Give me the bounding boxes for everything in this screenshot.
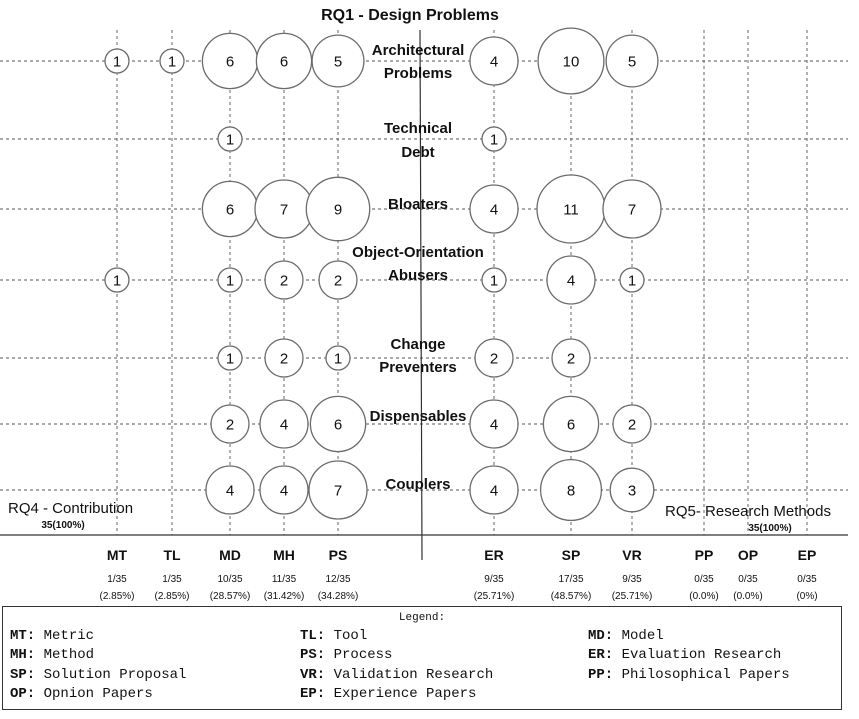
bubble-value: 1 — [225, 272, 235, 290]
bubble — [105, 268, 129, 292]
bubble-value: 1 — [489, 272, 499, 290]
column-count: 0/35 — [694, 574, 714, 585]
bubble — [482, 127, 506, 151]
legend-item — [10, 647, 94, 663]
bubble — [309, 461, 367, 519]
legend-label: Tool — [325, 628, 368, 644]
bubble-value: 6 — [279, 53, 289, 71]
bubble — [306, 177, 369, 240]
bubble-value: 2 — [225, 416, 235, 434]
bubble-value: 1 — [112, 53, 122, 71]
legend-label: Solution Proposal — [35, 667, 187, 683]
bubble — [470, 185, 518, 233]
bubble-value: 1 — [627, 272, 637, 290]
legend-label: Opnion Papers — [35, 686, 153, 702]
column-percent: (28.57%) — [209, 591, 251, 602]
bubble — [547, 256, 595, 304]
column-code: MH — [273, 547, 295, 563]
row-label: Abusers — [387, 267, 449, 284]
bubble — [538, 28, 604, 94]
bubble-value: 6 — [566, 416, 576, 434]
legend-item — [300, 628, 367, 644]
bubble-value: 1 — [167, 53, 177, 71]
bubble-value: 7 — [279, 201, 289, 219]
right-axis-title: RQ5- Research Methods — [665, 503, 831, 520]
bubble-value: 5 — [627, 53, 637, 71]
bubble-value: 4 — [566, 272, 576, 290]
bubble-value: 7 — [333, 482, 343, 500]
legend-item — [10, 628, 94, 644]
bubble — [610, 468, 654, 512]
column-code: VR — [622, 547, 642, 563]
column-count: 12/35 — [325, 574, 351, 585]
column-labels — [99, 547, 817, 602]
column-count: 9/35 — [484, 574, 504, 585]
column-count: 1/35 — [162, 574, 182, 585]
bubble-value: 8 — [566, 482, 576, 500]
bubble-value: 2 — [333, 272, 343, 290]
bubble — [265, 261, 303, 299]
bubble — [543, 396, 598, 451]
bubble — [206, 466, 254, 514]
bubble — [105, 49, 129, 73]
legend-code: PP: — [588, 667, 614, 683]
bubble-value: 4 — [489, 416, 499, 434]
legend-item — [588, 647, 781, 663]
column-code: MD — [219, 547, 241, 563]
column-code: TL — [163, 547, 181, 563]
legend-label: Validation Research — [325, 667, 494, 683]
right-axis-total: 35(100%) — [748, 523, 792, 534]
left-axis-title: RQ4 - Contribution — [8, 500, 134, 517]
bubble — [606, 35, 658, 87]
column-percent: (48.57%) — [550, 591, 592, 602]
legend-item — [10, 686, 153, 702]
bubble-value: 2 — [627, 416, 637, 434]
column-code: EP — [797, 547, 817, 563]
legend-code: OP: — [10, 686, 36, 702]
bubble-value: 3 — [627, 482, 637, 500]
bubble-value: 1 — [225, 350, 235, 368]
bubble-value: 11 — [563, 201, 579, 219]
legend-code: TL: — [300, 628, 326, 644]
bubble — [211, 405, 249, 443]
legend-item — [588, 628, 664, 644]
bubble — [470, 37, 518, 85]
column-percent: (2.85%) — [99, 591, 135, 602]
column-count: 1/35 — [107, 574, 127, 585]
row-labels — [352, 42, 484, 493]
column-code: SP — [561, 547, 581, 563]
bubble-value: 6 — [225, 53, 235, 71]
legend-item — [588, 667, 790, 683]
legend-label: Experience Papers — [325, 686, 477, 702]
bubble-value: 6 — [333, 416, 343, 434]
legend-code: MT: — [10, 628, 36, 644]
row-label: Couplers — [385, 476, 451, 493]
row-label: Architectural — [371, 42, 465, 59]
column-percent: (0%) — [796, 591, 818, 602]
bubble — [603, 180, 661, 238]
column-percent: (34.28%) — [317, 591, 359, 602]
bubble-value: 4 — [489, 201, 499, 219]
row-label: Debt — [401, 144, 435, 161]
column-percent: (2.85%) — [154, 591, 190, 602]
bubble — [470, 400, 518, 448]
column-count: 0/35 — [797, 574, 817, 585]
bubble — [470, 466, 518, 514]
bubble — [260, 466, 308, 514]
bubble-value: 4 — [225, 482, 235, 500]
legend-label: Philosophical Papers — [613, 667, 790, 683]
legend-code: MH: — [10, 647, 36, 663]
bubble-value: 2 — [566, 350, 576, 368]
legend-label: Process — [325, 647, 393, 663]
column-code: PP — [694, 547, 714, 563]
column-code: PS — [328, 547, 348, 563]
column-count: 9/35 — [622, 574, 642, 585]
legend-code: MD: — [588, 628, 614, 644]
bubble-value: 2 — [279, 350, 289, 368]
legend-label: Metric — [35, 628, 95, 644]
row-label: Technical — [383, 120, 453, 137]
row-label: Dispensables — [369, 408, 467, 425]
column-count: 10/35 — [217, 574, 243, 585]
bubble — [260, 400, 308, 448]
row-label: Preventers — [379, 359, 457, 376]
bubble — [312, 35, 364, 87]
legend-item — [10, 667, 186, 683]
column-code: OP — [737, 547, 759, 563]
bubble — [202, 33, 257, 88]
bubble — [613, 405, 651, 443]
bubble-value: 4 — [489, 482, 499, 500]
bubble — [218, 127, 242, 151]
legend-code: EP: — [300, 686, 326, 702]
bubble — [160, 49, 184, 73]
legend-code: ER: — [588, 647, 614, 663]
legend-label: Model — [613, 628, 664, 644]
bubble-value: 7 — [627, 201, 637, 219]
bubble-value: 10 — [562, 53, 580, 71]
left-axis-total: 35(100%) — [41, 520, 85, 531]
legend-code: VR: — [300, 667, 326, 683]
row-label: Change — [390, 336, 446, 353]
bubble-value: 6 — [225, 201, 235, 219]
legend-item — [300, 686, 476, 702]
bubble — [319, 261, 357, 299]
legend-label: Method — [35, 647, 95, 663]
bubble — [202, 181, 257, 236]
legend-item — [300, 647, 392, 663]
bubble — [552, 339, 590, 377]
bubble-value: 4 — [489, 53, 499, 71]
bubble-value: 4 — [279, 482, 289, 500]
column-count: 11/35 — [271, 574, 297, 585]
bubble — [310, 396, 365, 451]
column-code: ER — [484, 547, 504, 563]
bubble — [256, 33, 311, 88]
bubble-value: 9 — [333, 201, 343, 219]
column-code: MT — [106, 547, 128, 563]
row-label: Bloaters — [387, 196, 449, 213]
bubble-value: 1 — [333, 350, 343, 368]
legend-title: Legend: — [398, 612, 446, 624]
column-percent: (0.0%) — [733, 591, 763, 602]
bubble — [541, 460, 602, 521]
legend-item — [300, 667, 493, 683]
row-label: Problems — [383, 65, 453, 82]
bubble-value: 1 — [489, 131, 499, 149]
bubble — [218, 346, 242, 370]
column-percent: (31.42%) — [263, 591, 305, 602]
bubble-value: 5 — [333, 53, 343, 71]
bubbles — [105, 28, 661, 520]
column-percent: (25.71%) — [473, 591, 515, 602]
bubble-value: 1 — [225, 131, 235, 149]
bubble-value: 4 — [279, 416, 289, 434]
bubble — [326, 346, 350, 370]
bubble-value: 2 — [489, 350, 499, 368]
legend-code: PS: — [300, 647, 326, 663]
bubble — [475, 339, 513, 377]
bubble-value: 1 — [112, 272, 122, 290]
bubble — [265, 339, 303, 377]
column-percent: (0.0%) — [689, 591, 719, 602]
column-count: 0/35 — [738, 574, 758, 585]
column-percent: (25.71%) — [611, 591, 653, 602]
column-count: 17/35 — [558, 574, 584, 585]
bubble — [620, 268, 644, 292]
chart-title: RQ1 - Design Problems — [321, 7, 499, 24]
bubble — [537, 175, 605, 243]
legend — [2, 606, 842, 710]
legend-code: SP: — [10, 667, 36, 683]
legend-label: Evaluation Research — [613, 647, 782, 663]
bubble — [482, 268, 506, 292]
row-label: Object-Orientation — [352, 244, 484, 261]
bubble — [218, 268, 242, 292]
bubble-value: 2 — [279, 272, 289, 290]
bubble — [255, 180, 313, 238]
